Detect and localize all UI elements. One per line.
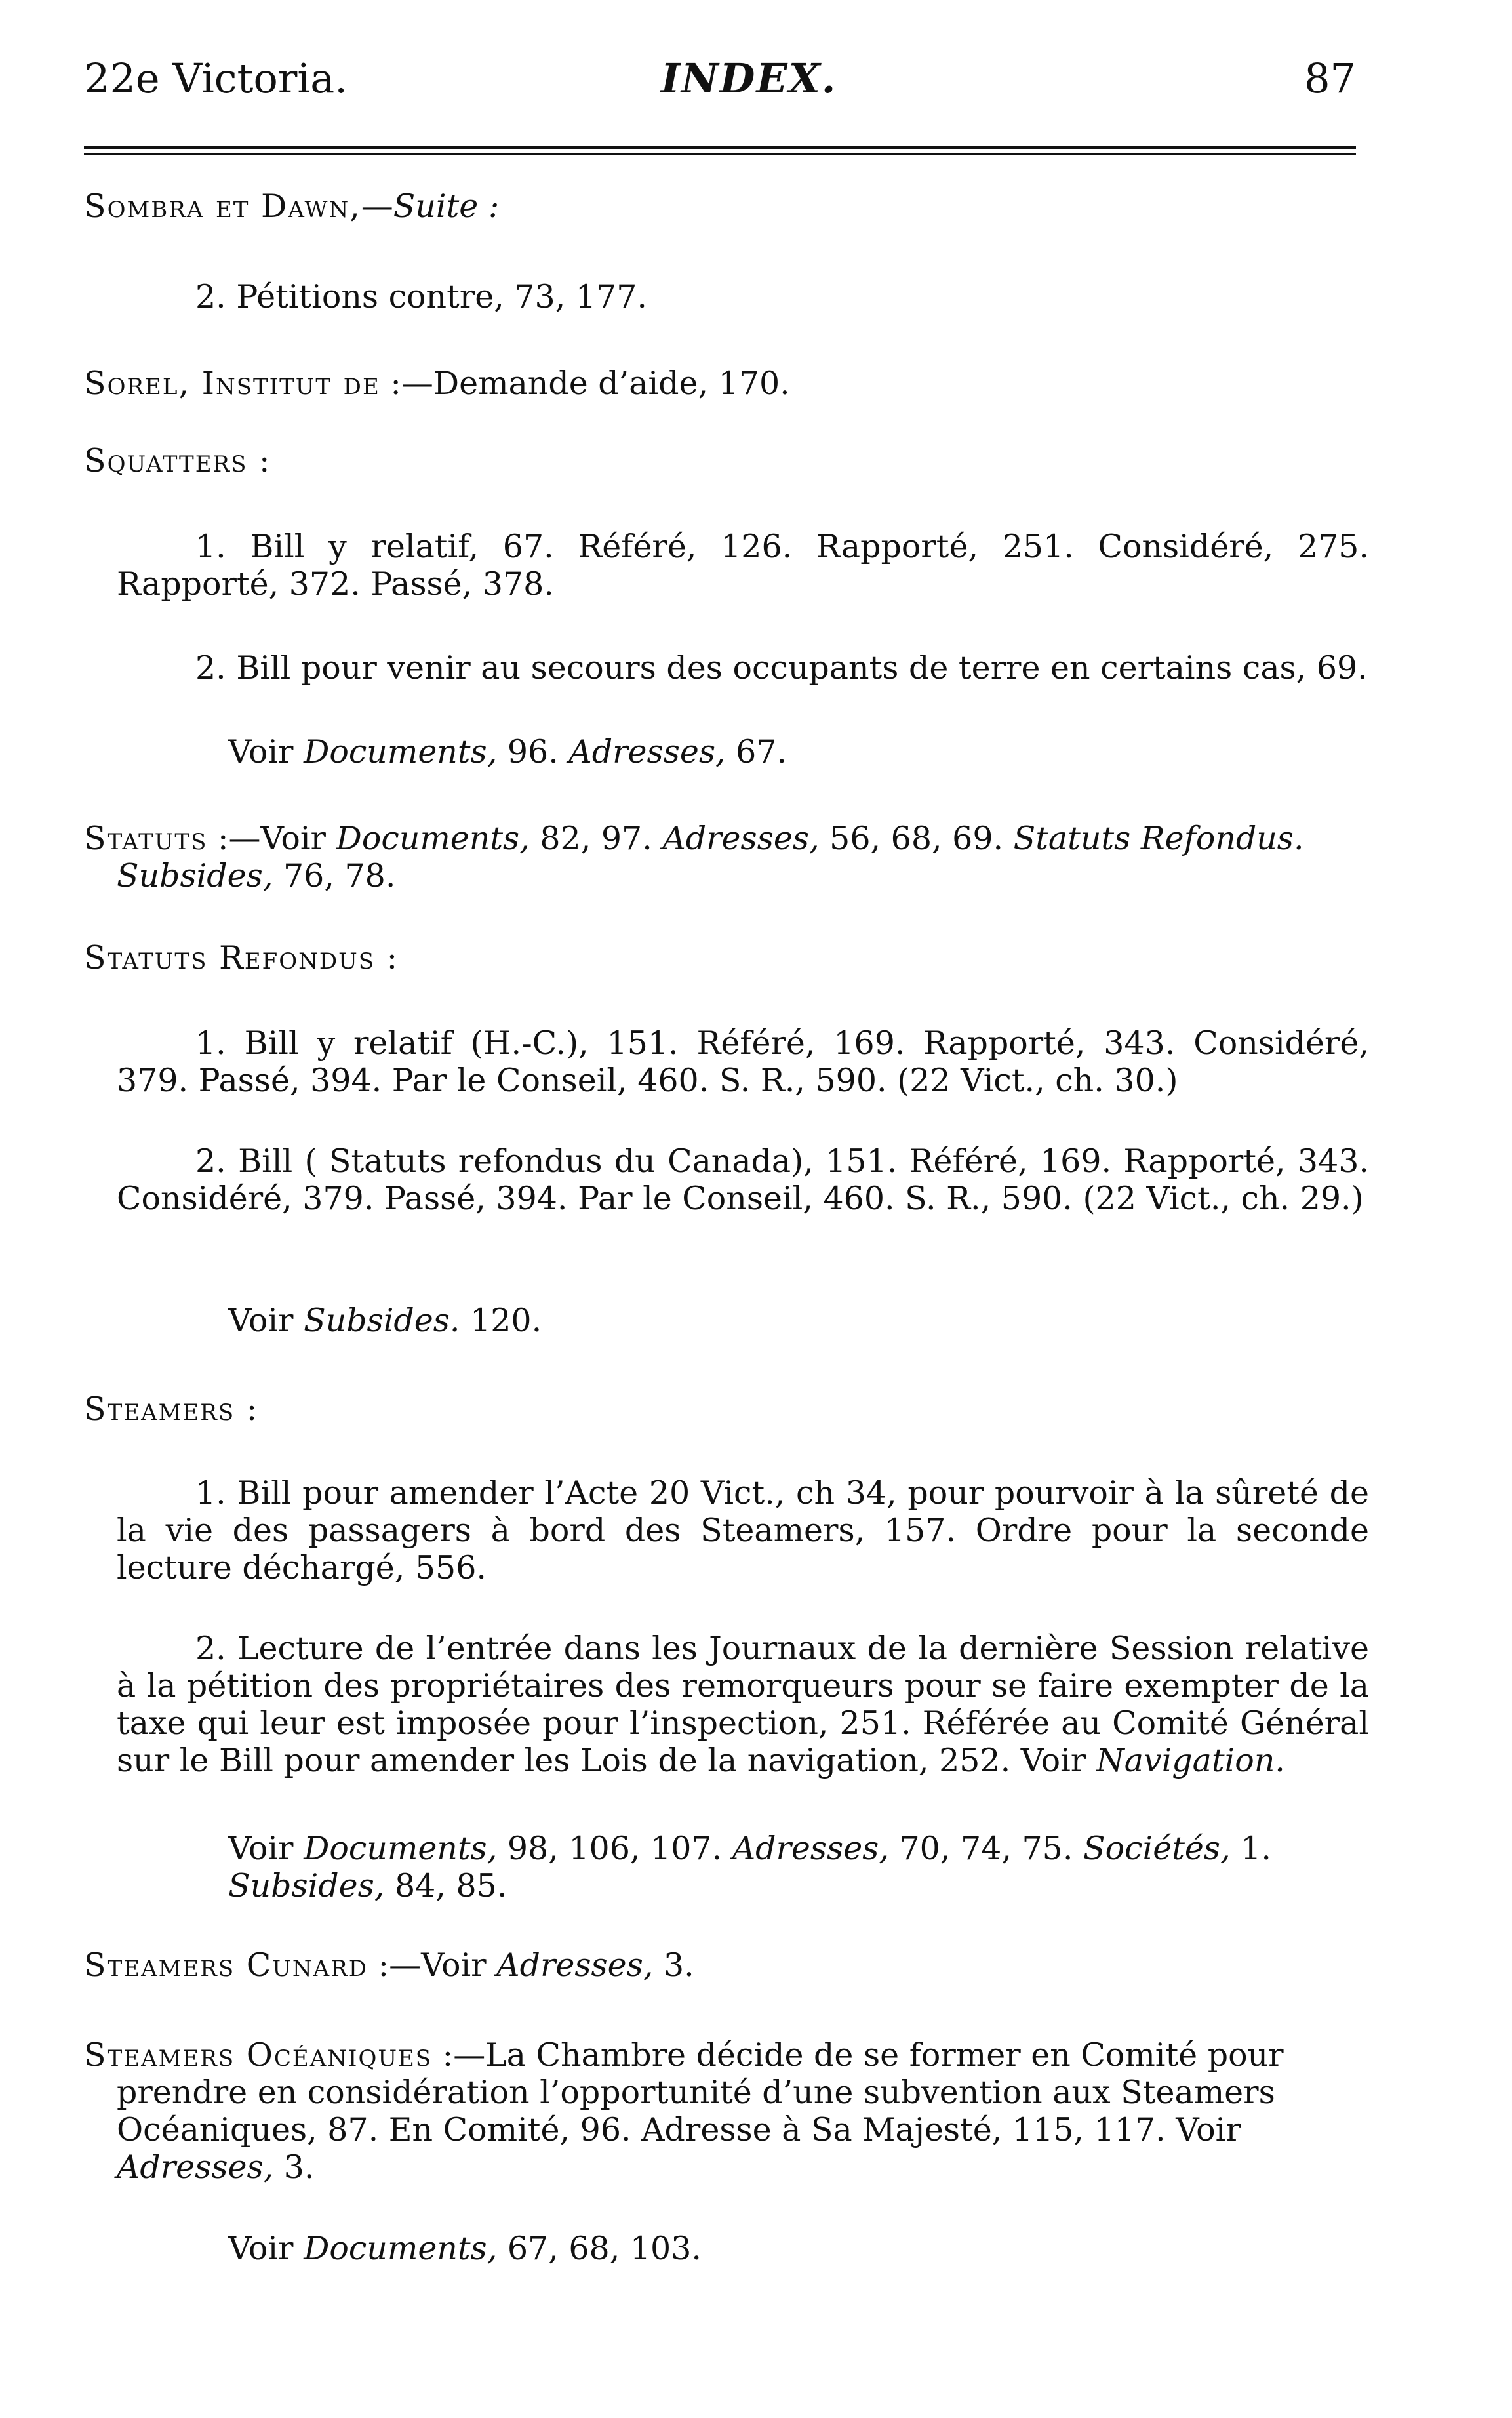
entry-text: 82, 97. xyxy=(529,820,663,857)
voir-text: 67, 68, 103. xyxy=(497,2230,702,2267)
voir-text: 67. xyxy=(725,733,787,771)
entry-sombra-heading xyxy=(84,188,1369,225)
entry-heading: Steamers Océaniques xyxy=(84,2036,433,2074)
entry-statuts-refondus-heading xyxy=(84,939,1369,977)
entry-heading: Steamers Cunard xyxy=(84,1946,368,1984)
voir-reference: Adresses, xyxy=(662,820,820,857)
suite-label: Suite : xyxy=(393,188,500,225)
entry-text: 3. xyxy=(273,2148,315,2186)
entry-statuts xyxy=(84,820,1369,895)
voir-text: 84, 85. xyxy=(384,1867,507,1904)
voir-text: 70, 74, 75. xyxy=(888,1830,1084,1867)
entry-steamers-cunard xyxy=(84,1946,1369,1984)
voir-text: 98, 106, 107. xyxy=(497,1830,732,1867)
entry-heading: Sorel, Institut de xyxy=(84,365,380,402)
header-title: INDEX. xyxy=(661,54,837,102)
entry-text: :—La Chambre décide de se former en Comité pour prendre en considération l’opportunité d’une subvention aux Steamers Océaniques, 87. En Comité, 96. Adresse à Sa Majesté, 115, 117. Voir xyxy=(117,2036,1284,2148)
entry-text: 3. xyxy=(653,1946,694,1984)
entry-sombra-item-2 xyxy=(84,278,1369,315)
entry-heading: Statuts xyxy=(84,820,208,857)
voir-reference: Documents, xyxy=(304,733,498,771)
entry-statuts-refondus-voir xyxy=(84,1302,1369,1339)
voir-reference: Adresses, xyxy=(732,1830,889,1867)
entry-steamers-oceaniques xyxy=(84,2036,1369,2186)
entry-statuts-refondus-item-1 xyxy=(84,1024,1369,1099)
heading-dash: — xyxy=(361,188,393,225)
running-head xyxy=(84,46,1356,111)
entry-item: 1. Bill y relatif (H.-C.), 151. Référé, 169. Rapporté, 343. Considéré, 379. Passé, 394. Par le Conseil, 460. S. R., 590. (22 Vict., ch. 30.) xyxy=(117,1024,1369,1099)
voir-text: 1. xyxy=(1230,1830,1271,1867)
voir-reference: Subsides, xyxy=(228,1867,385,1904)
voir-reference: Documents, xyxy=(304,2230,498,2267)
entry-item-text: 2. Lecture de l’entrée dans les Journaux de la dernière Session relative à la pétition des propriétaires des remorqueurs pour se faire exempter de la taxe qui leur est imposée pour l’inspection, 251. Référée au Comité Général sur le Bill pour amender les Lois de la navigation, 252. Voir xyxy=(117,1630,1369,1779)
entry-item: 2. Bill ( Statuts refondus du Canada), 151. Référé, 169. Rapporté, 343. Considéré, 379. Passé, 394. Par le Conseil, 460. S. R., 590. (22 Vict., ch. 29.) xyxy=(117,1142,1369,1217)
entry-steamers-item-2 xyxy=(84,1630,1369,1779)
voir-reference: Adresses, xyxy=(117,2148,274,2186)
entry-squatters-voir xyxy=(84,733,1369,771)
voir-reference: Subsides. xyxy=(304,1302,460,1339)
voir-text: Voir xyxy=(228,1830,304,1867)
entry-sorel xyxy=(84,365,1369,402)
entry-steamers-heading xyxy=(84,1390,1369,1428)
entry-heading: Sombra et Dawn, xyxy=(84,188,361,225)
voir-reference: Adresses, xyxy=(568,733,726,771)
entry-item: 2. Bill pour venir au secours des occupants de terre en certains cas, 69. xyxy=(195,649,1368,687)
entry-text: :—Voir xyxy=(368,1946,497,1984)
voir-reference: Statuts Refondus. Subsides, xyxy=(117,820,1304,895)
entry-steamers-voir xyxy=(84,1830,1369,1904)
entry-text: 76, 78. xyxy=(273,857,396,895)
entry-squatters-item-2 xyxy=(84,649,1369,687)
entry-squatters-item-1 xyxy=(84,528,1369,603)
voir-text: 96. xyxy=(497,733,569,771)
entry-heading: Squatters : xyxy=(84,442,271,479)
voir-text: Voir xyxy=(228,2230,304,2267)
header-rule-thick xyxy=(84,146,1356,149)
entry-statuts-refondus-item-2 xyxy=(84,1142,1369,1217)
entry-heading: Statuts Refondus : xyxy=(84,939,399,977)
entry-item: 1. Bill pour amender l’Acte 20 Vict., ch 34, pour pourvoir à la sûreté de la vie des passagers à bord des Steamers, 157. Ordre pour la seconde lecture déchargé, 556. xyxy=(117,1474,1369,1586)
entry-item: 1. Bill y relatif, 67. Référé, 126. Rapporté, 251. Considéré, 275. Rapporté, 372. Passé, 378. xyxy=(117,528,1369,603)
header-session: 22e Victoria. xyxy=(84,54,348,102)
entry-text: 56, 68, 69. xyxy=(819,820,1014,857)
entry-heading: Steamers : xyxy=(84,1390,259,1428)
voir-reference: Sociétés, xyxy=(1083,1830,1231,1867)
voir-text: 120. xyxy=(460,1302,542,1339)
header-rule-thin xyxy=(84,153,1356,155)
voir-reference: Documents, xyxy=(304,1830,498,1867)
entry-steamers-item-1 xyxy=(84,1474,1369,1586)
voir-reference: Documents, xyxy=(336,820,530,857)
voir-text: Voir xyxy=(228,1302,304,1339)
entry-steamers-oceaniques-voir xyxy=(84,2230,1369,2267)
entry-squatters-heading xyxy=(84,442,1369,479)
page-number: 87 xyxy=(1304,54,1356,102)
entry-text: :—Demande d’aide, 170. xyxy=(380,365,790,402)
voir-reference: Adresses, xyxy=(496,1946,654,1984)
voir-reference: Navigation. xyxy=(1096,1742,1285,1779)
voir-text: Voir xyxy=(228,733,304,771)
entry-text: :—Voir xyxy=(207,820,336,857)
entry-item: 2. Pétitions contre, 73, 177. xyxy=(195,278,647,315)
